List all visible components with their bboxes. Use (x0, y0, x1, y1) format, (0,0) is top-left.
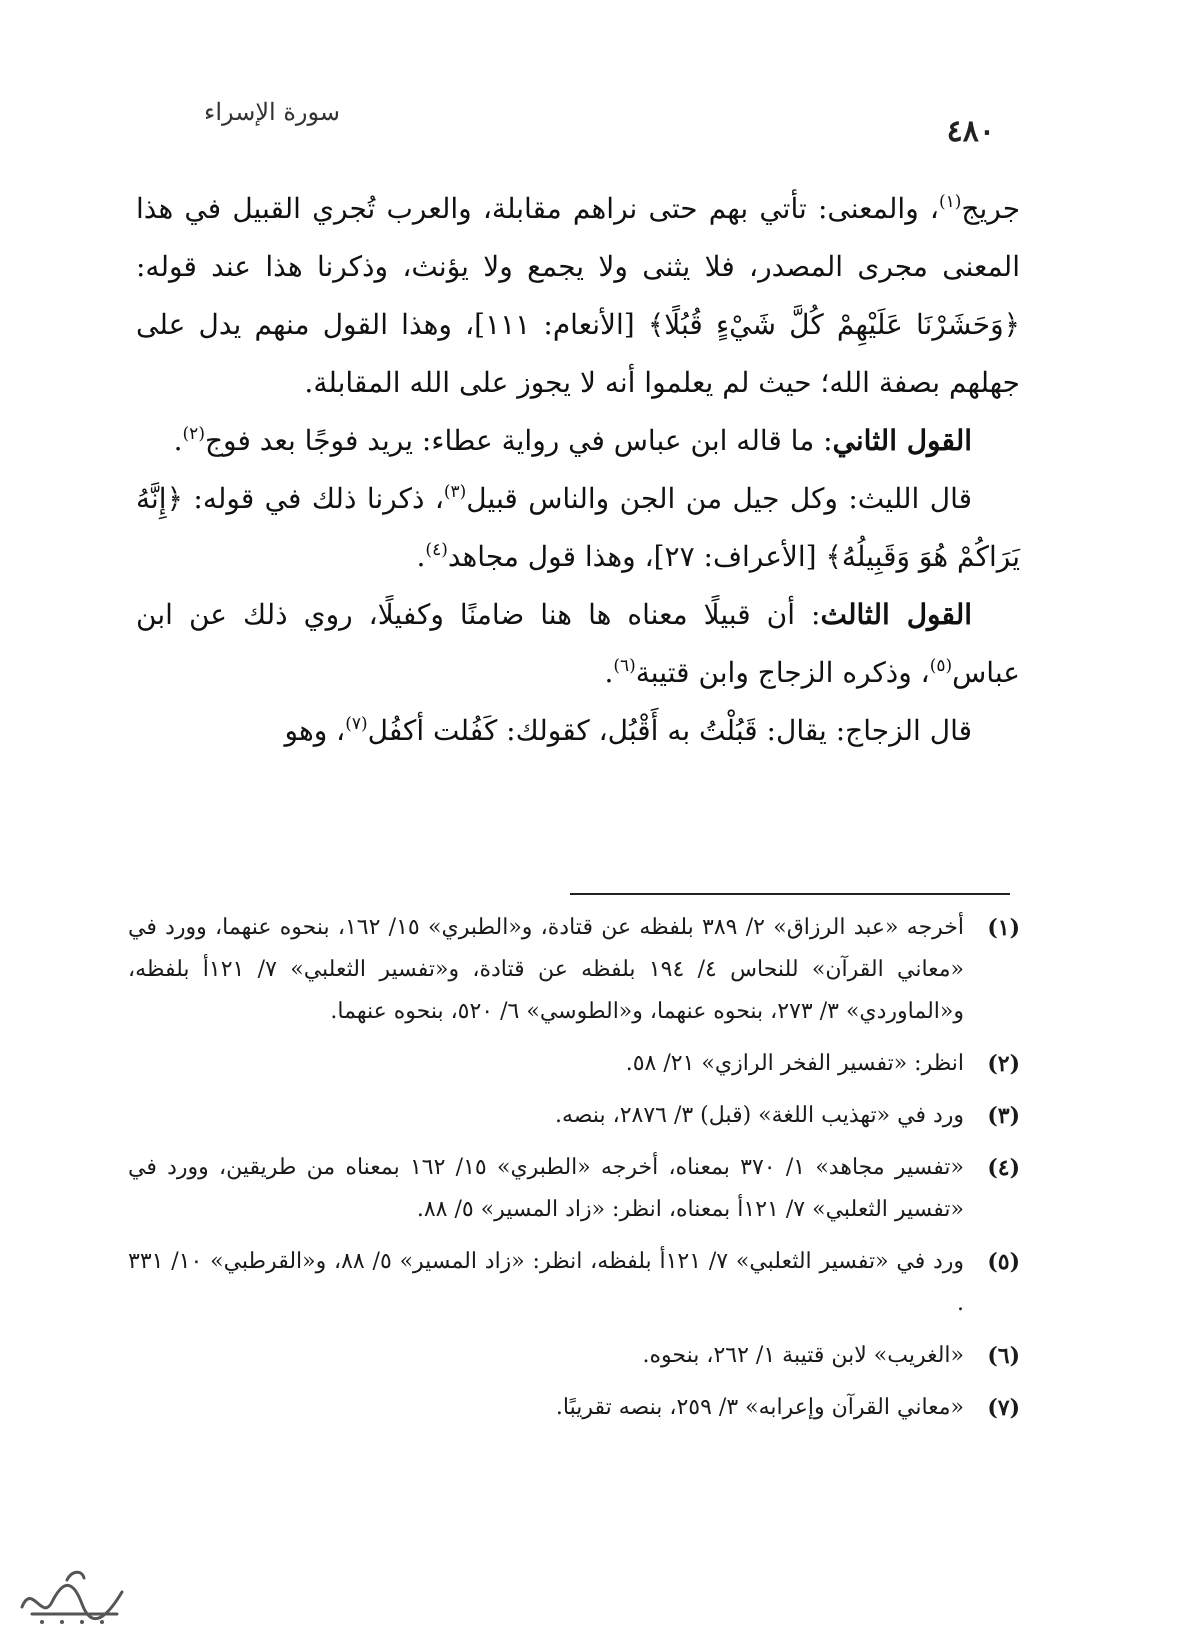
text-run: : أن قبيلًا معناه ها هنا ضامنًا وكفيلًا، روي ذلك عن ابن عباس (136, 598, 1020, 689)
paragraph-2 (136, 412, 1020, 470)
footnote-number: (١) (987, 915, 1020, 941)
footnote-number: (٣) (987, 1103, 1020, 1129)
footnote-4 (128, 1147, 1020, 1231)
text-run: . (416, 540, 426, 573)
footnote-3 (128, 1095, 1020, 1137)
surah-title: سورة الإسراء (204, 98, 340, 126)
footnote-6 (128, 1335, 1020, 1377)
footnotes (128, 907, 1020, 1439)
footnote-number: (٧) (987, 1395, 1020, 1421)
footnote-text: «معاني القرآن وإعرابه» ٣/ ٢٥٩، بنصه تقريبًا. (555, 1395, 964, 1420)
footnote-text: «الغريب» لابن قتيبة ١/ ٢٦٢، بنحوه. (642, 1343, 964, 1368)
text-run: : ما قاله ابن عباس في رواية عطاء: يريد فوجًا بعد فوج (204, 424, 833, 457)
text-run: . (604, 656, 614, 689)
footnote-number: (٢) (987, 1051, 1020, 1077)
footnote-ref-3[interactable]: (٣) (443, 482, 467, 502)
footnote-text: ورد في «تهذيب اللغة» (قبل) ٣/ ٢٨٧٦، بنصه. (554, 1103, 964, 1128)
text-run: ، وذكره الزجاج وابن قتيبة (635, 656, 930, 689)
footnote-ref-5[interactable]: (٥) (929, 656, 953, 676)
footnote-text: ورد في «تفسير الثعلبي» ٧/ ١٢١أ بلفظه، انظر: «زاد المسير» ٥/ ٨٨، و«القرطبي» ١٠/ ٣٣١ . (128, 1249, 965, 1316)
text-run: ، والمعنى: تأتي بهم حتى نراهم مقابلة، والعرب تُجري القبيل في هذا المعنى مجرى المصدر، فلا يثنى ولا يجمع ولا يؤنث، وذكرنا هذا عند قوله: ﴿وَحَشَرْنَا عَلَيْهِمْ كُلَّ شَيْءٍ قُبُلًا﴾ [الأنعام: ١١١]، وهذا القول منهم يدل على جهلهم بصفة الله؛ حيث لم يعلموا أنه لا يجوز على الله المقابلة. (136, 192, 1020, 399)
footnote-text: انظر: «تفسير الفخر الرازي» ٢١/ ٥٨. (625, 1051, 964, 1076)
paragraph-5 (136, 702, 1020, 760)
footnote-ref-7[interactable]: (٧) (345, 714, 368, 734)
footnote-separator (570, 893, 1010, 895)
publisher-watermark-logo (12, 1562, 132, 1632)
text-run: ، ذكرنا ذلك في قوله: ﴿إِنَّهُ يَرَاكُمْ هُوَ وَقَبِيلُهُ﴾ [الأعراف: ٢٧]، وهذا قول مجاهد (136, 482, 1020, 573)
main-text (136, 180, 1020, 760)
footnote-number: (٦) (987, 1343, 1020, 1369)
text-run: قال الليث: وكل جيل من الجن والناس قبيل (466, 482, 973, 515)
text-run: ، وهو (284, 714, 346, 747)
footnote-number: (٤) (987, 1155, 1020, 1181)
footnote-ref-2[interactable]: (٢) (182, 424, 205, 444)
footnote-ref-4[interactable]: (٤) (425, 540, 448, 560)
footnote-text: «تفسير مجاهد» ١/ ٣٧٠ بمعناه، أخرجه «الطبري» ١٥/ ١٦٢ بمعناه من طريقين، وورد في «تفسير الثعلبي» ٧/ ١٢١أ بمعناه، انظر: «زاد المسير» ٥/ ٨٨. (128, 1155, 964, 1222)
footnote-ref-1[interactable]: (١) (938, 192, 962, 212)
text-run: قال الزجاج: يقال: قَبُلْتُ به أَقْبُل، كقولك: كَفُلت أكفُل (367, 714, 972, 747)
footnote-1 (128, 907, 1020, 1033)
opinion-label-third: القول الثالث (820, 598, 972, 631)
footnote-2 (128, 1043, 1020, 1085)
page-number: ٤٨٠ (946, 114, 995, 149)
footnote-number: (٥) (987, 1249, 1020, 1275)
text-run: . (173, 424, 183, 457)
text-run: جريج (961, 192, 1020, 225)
footnote-text: أخرجه «عبد الرزاق» ٢/ ٣٨٩ بلفظه عن قتادة، و«الطبري» ١٥/ ١٦٢، بنحوه عنهما، وورد في «معاني القرآن» للنحاس ٤/ ١٩٤ بلفظه عن قتادة، و«تفسير الثعلبي» ٧/ ١٢١أ بلفظه، و«الماوردي» ٣/ ٢٧٣، بنحوه عنهما، و«الطوسي» ٦/ ٥٢٠، بنحوه عنهما. (128, 915, 965, 1024)
paragraph-3 (136, 470, 1020, 586)
opinion-label-second: القول الثاني (832, 424, 972, 457)
footnote-7 (128, 1387, 1020, 1429)
footnote-5 (128, 1241, 1020, 1325)
footnote-ref-6[interactable]: (٦) (613, 656, 636, 676)
paragraph-4 (136, 586, 1020, 702)
paragraph-1 (136, 180, 1020, 412)
